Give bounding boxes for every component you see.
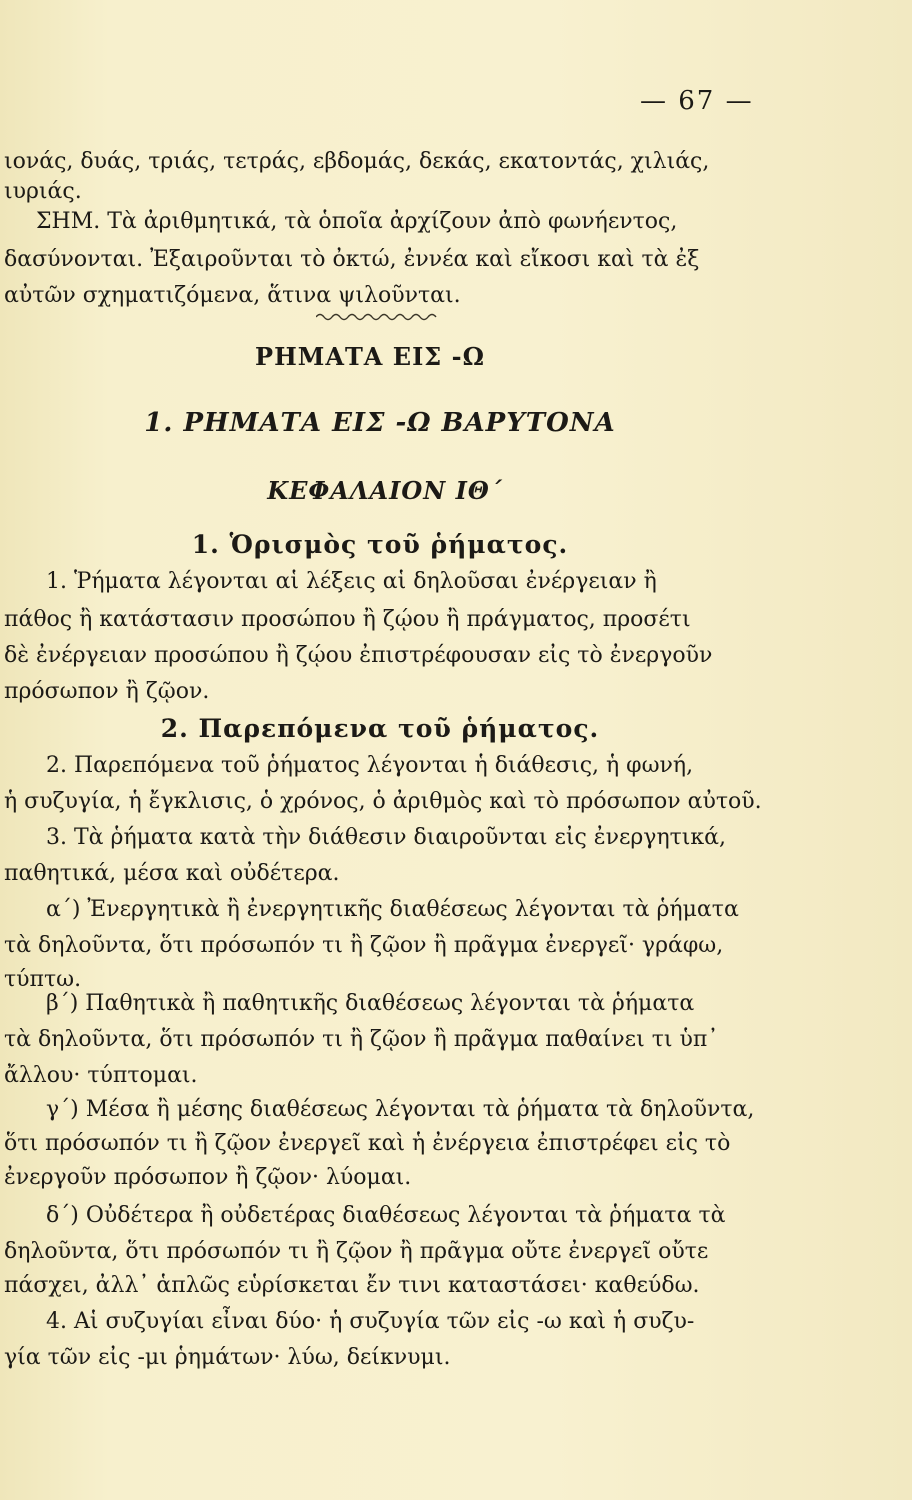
text-line: γ΄) Μέσα ἢ μέσης διαθέσεως λέγονται τὰ ῥήματα τὰ δηλοῦντα, <box>46 1097 755 1122</box>
chapter-number: ΚΕΦΑΛΑΙΟΝ ΙΘ΄ <box>267 476 503 505</box>
text-line: πάθος ἢ κατάστασιν προσώπου ἢ ζῴου ἢ πράγματος, προσέτι <box>4 607 691 632</box>
text-line: τύπτω. <box>4 967 82 992</box>
subsection-heading: 1. Ὁρισμὸς τοῦ ῥήματος. <box>191 530 569 559</box>
text-line: 3. Τὰ ῥήματα κατὰ τὴν διάθεσιν διαιροῦνται εἰς ἐνεργητικά, <box>46 825 727 850</box>
section-heading: ΡΗΜΑΤΑ ΕΙΣ -Ω <box>255 342 485 371</box>
text-line: 4. Αἱ συζυγίαι εἶναι δύο· ἡ συζυγία τῶν εἰς -ω καὶ ἡ συζυ- <box>46 1309 695 1334</box>
text-line: β΄) Παθητικὰ ἢ παθητικῆς διαθέσεως λέγονται τὰ ῥήματα <box>46 991 695 1016</box>
text-line: πάσχει, ἀλλ᾽ ἁπλῶς εὑρίσκεται ἔν τινι καταστάσει· καθεύδω. <box>4 1273 700 1298</box>
text-line: ἐνεργοῦν πρόσωπον ἢ ζῷον· λύομαι. <box>4 1165 412 1190</box>
text-line: δηλοῦντα, ὅτι πρόσωπόν τι ἢ ζῷον ἢ πρᾶγμα οὔτε ἐνεργεῖ οὔτε <box>4 1239 709 1264</box>
text-line: ὅτι πρόσωπόν τι ἢ ζῷον ἐνεργεῖ καὶ ἡ ἐνέργεια ἐπιστρέφει εἰς τὸ <box>4 1131 731 1156</box>
subsection-heading: 2. Παρεπόμενα τοῦ ῥήματος. <box>160 714 600 743</box>
text-line: παθητικά, μέσα καὶ οὐδέτερα. <box>4 861 340 886</box>
chapter-heading: 1. ΡΗΜΑΤΑ ΕΙΣ -Ω ΒΑΡΥΤΟΝΑ <box>144 408 616 438</box>
text-line: ιονάς, δυάς, τριάς, τετράς, εβδομάς, δεκάς, εκατοντάς, χιλιάς, <box>4 149 710 174</box>
text-line: γία τῶν εἰς -μι ῥημάτων· λύω, δείκνυμι. <box>4 1345 451 1370</box>
text-line: τὰ δηλοῦντα, ὅτι πρόσωπόν τι ἢ ζῷον ἢ πρᾶγμα ἐνεργεῖ· γράφω, <box>4 933 724 958</box>
text-line: 2. Παρεπόμενα τοῦ ῥήματος λέγονται ἡ διάθεσις, ἡ φωνή, <box>46 753 694 778</box>
text-line: ιυριάς. <box>4 179 82 204</box>
note-line: ΣΗΜ. Τὰ ἀριθμητικά, τὰ ὁποῖα ἀρχίζουν ἀπὸ φωνήεντος, <box>36 209 678 234</box>
page-number: — 67 — <box>640 86 754 116</box>
text-line: 1. Ῥήματα λέγονται αἱ λέξεις αἱ δηλοῦσαι ἐνέργειαν ἢ <box>46 569 657 594</box>
text-line: α΄) Ἐνεργητικὰ ἢ ἐνεργητικῆς διαθέσεως λέγονται τὰ ῥήματα <box>46 897 739 922</box>
text-line: δ΄) Οὐδέτερα ἢ οὐδετέρας διαθέσεως λέγονται τὰ ῥήματα τὰ <box>46 1203 726 1228</box>
note-line: αὐτῶν σχηματιζόμενα, ἅτινα ψιλοῦνται. <box>4 283 461 308</box>
note-line: δασύνονται. Ἐξαιροῦνται τὸ ὀκτώ, ἐννέα καὶ εἴκοσι καὶ τὰ ἐξ <box>4 247 700 272</box>
text-line: τὰ δηλοῦντα, ὅτι πρόσωπόν τι ἢ ζῷον ἢ πρᾶγμα παθαίνει τι ὑπ᾽ <box>4 1027 719 1052</box>
text-line: ἄλλου· τύπτομαι. <box>4 1063 198 1088</box>
text-line: πρόσωπον ἢ ζῷον. <box>4 679 210 704</box>
text-line: δὲ ἐνέργειαν προσώπου ἢ ζῴου ἐπιστρέφουσαν εἰς τὸ ἐνεργοῦν <box>4 643 713 668</box>
ornament-divider <box>316 312 440 322</box>
text-line: ἡ συζυγία, ἡ ἔγκλισις, ὁ χρόνος, ὁ ἀριθμὸς καὶ τὸ πρόσωπον αὐτοῦ. <box>4 789 762 814</box>
